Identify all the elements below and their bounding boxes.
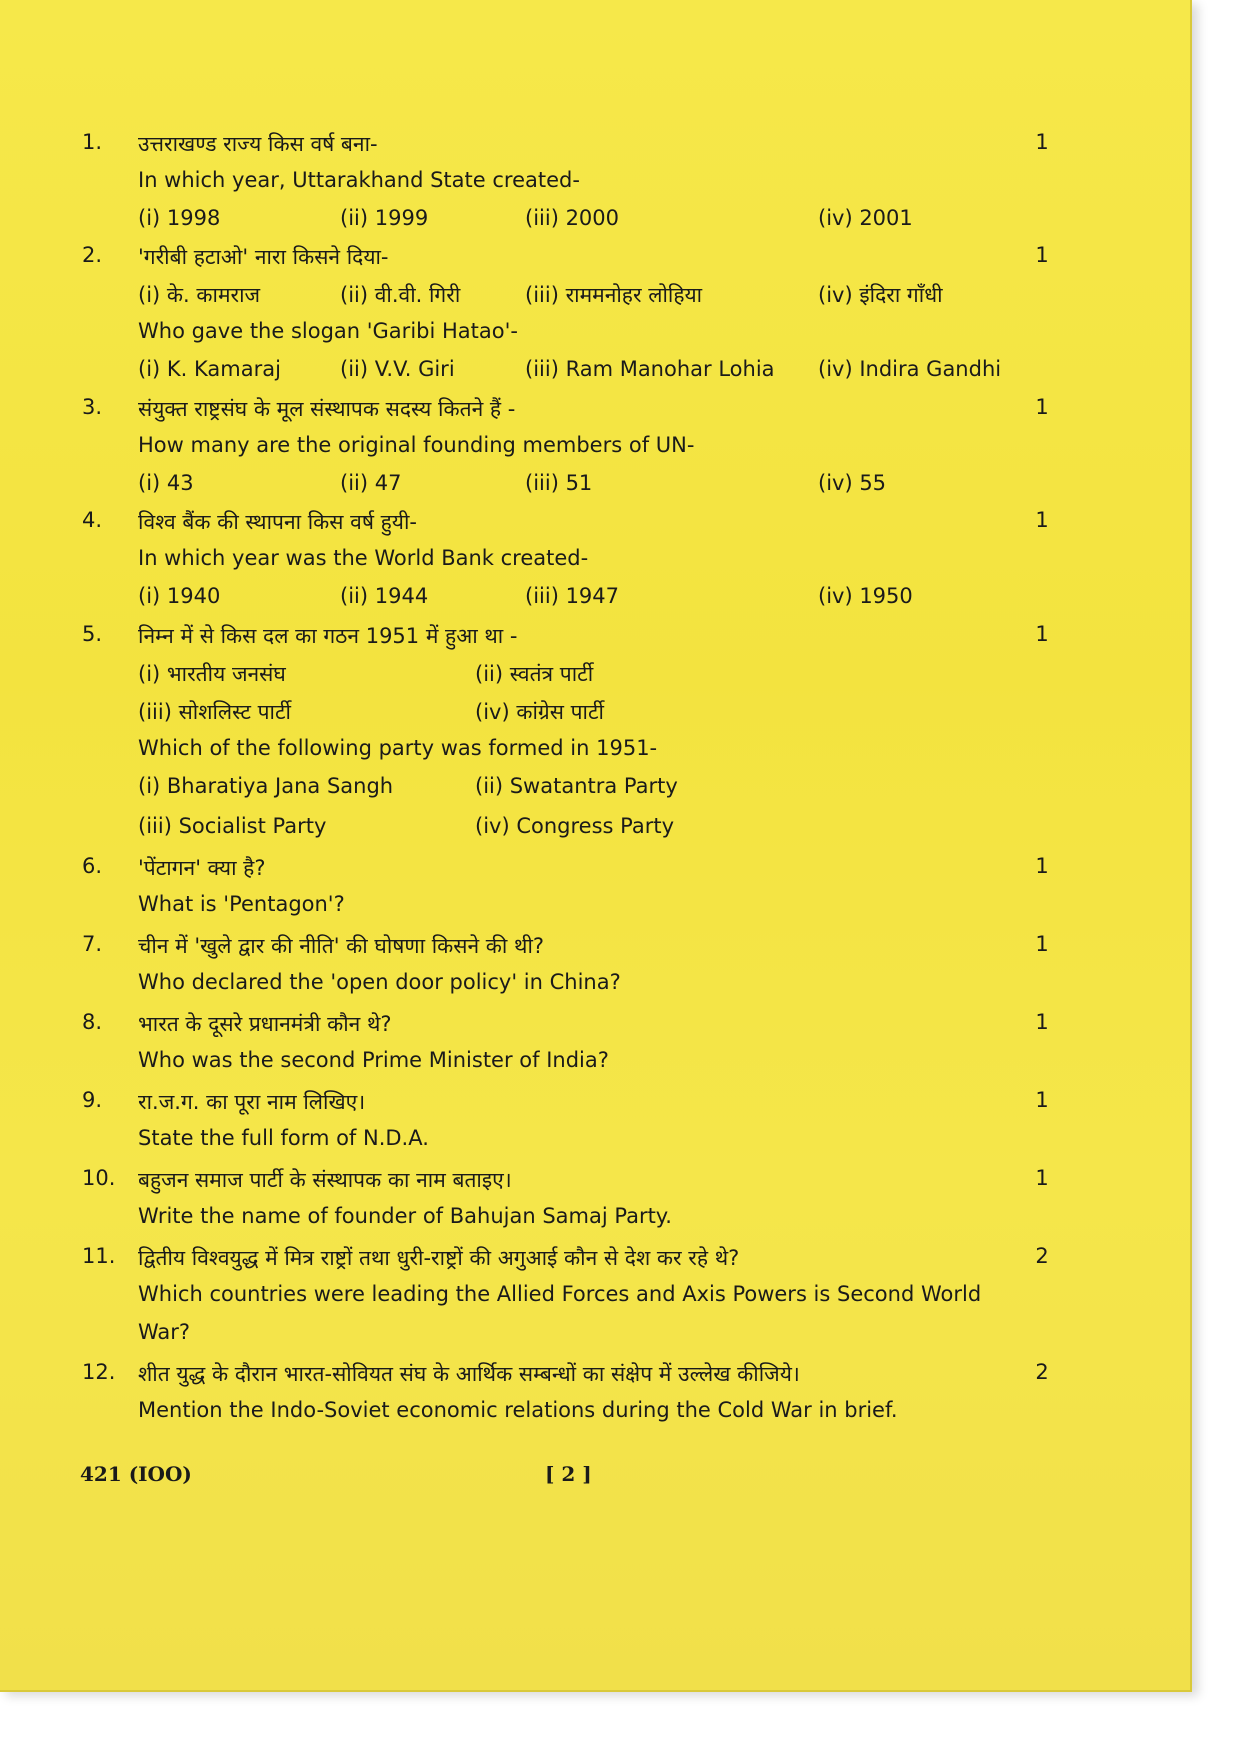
paper-code: 421 (IOO) [80,1462,192,1486]
question-number: 8. [82,1010,103,1034]
question-marks: 1 [1035,395,1049,419]
question-marks: 1 [1035,932,1049,956]
option-hi: (iv) कांग्रेस पार्टी [475,700,604,724]
option-en: (iii) Socialist Party [138,814,327,838]
question-number: 12. [82,1360,116,1384]
option-hi: (iii) राममनोहर लोहिया [525,283,703,307]
question-number: 5. [82,622,103,646]
option-en: (iii) 51 [525,471,593,495]
option-en: (ii) Swatantra Party [475,774,678,798]
question-marks: 1 [1035,622,1049,646]
question-marks: 1 [1035,1010,1049,1034]
question-marks: 1 [1035,243,1049,267]
option-hi: (i) के. कामराज [138,283,261,307]
option-hi: (ii) वी.वी. गिरी [340,283,461,307]
question-english: Write the name of founder of Bahujan Samaj Party. [138,1204,672,1228]
option-en: (iv) Indira Gandhi [818,357,1002,381]
question-number: 6. [82,854,103,878]
question-marks: 1 [1035,130,1049,154]
option-en: (ii) V.V. Giri [340,357,455,381]
option-en: (ii) 47 [340,471,402,495]
question-marks: 2 [1035,1244,1049,1268]
question-hindi: 'गरीबी हटाओ' नारा किसने दिया- [138,245,389,269]
option-en: (ii) 1944 [340,584,429,608]
option-en: (i) 1998 [138,206,221,230]
option-en: (iii) Ram Manohar Lohia [525,357,775,381]
question-hindi: विश्व बैंक की स्थापना किस वर्ष हुयी- [138,510,418,534]
question-english: State the full form of N.D.A. [138,1126,429,1150]
option-en: (i) Bharatiya Jana Sangh [138,774,394,798]
question-english: Mention the Indo-Soviet economic relations during the Cold War in brief. [138,1398,898,1422]
question-marks: 1 [1035,508,1049,532]
question-hindi: 'पेंटागन' क्या है? [138,856,266,880]
option-hi: (iii) सोशलिस्ट पार्टी [138,700,291,724]
option-en: (i) 1940 [138,584,221,608]
question-number: 9. [82,1088,103,1112]
question-hindi: द्वितीय विश्वयुद्ध में मित्र राष्ट्रों तथा धुरी-राष्ट्रों की अगुआई कौन से देश कर रहे थे? [138,1246,740,1270]
question-number: 7. [82,932,103,956]
question-hindi: भारत के दूसरे प्रधानमंत्री कौन थे? [138,1012,392,1036]
option-en: (iv) 1950 [818,584,913,608]
question-hindi: उत्तराखण्ड राज्य किस वर्ष बना- [138,132,378,156]
question-hindi: शीत युद्ध के दौरान भारत-सोवियत संघ के आर्थिक सम्बन्धों का संक्षेप में उल्लेख कीजिये। [138,1362,800,1386]
question-english: Which countries were leading the Allied Forces and Axis Powers is Second World [138,1282,982,1306]
question-marks: 1 [1035,1088,1049,1112]
question-number: 4. [82,508,103,532]
question-marks: 1 [1035,854,1049,878]
option-en: (iv) Congress Party [475,814,675,838]
option-en: (i) K. Kamaraj [138,357,281,381]
question-english: Who declared the 'open door policy' in China? [138,970,621,994]
option-en: (i) 43 [138,471,194,495]
page-number: [ 2 ] [545,1462,592,1486]
question-number: 11. [82,1244,116,1268]
question-hindi: चीन में 'खुले द्वार की नीति' की घोषणा किसने की थी? [138,934,545,958]
question-english: Who gave the slogan 'Garibi Hatao'- [138,319,518,343]
question-number: 3. [82,395,103,419]
question-english: Which of the following party was formed in 1951- [138,736,658,760]
option-hi: (iv) इंदिरा गाँधी [818,283,943,307]
question-hindi: रा.ज.ग. का पूरा नाम लिखिए। [138,1090,366,1114]
option-en: (iv) 55 [818,471,887,495]
question-english: Who was the second Prime Minister of India? [138,1048,609,1072]
question-english: How many are the original founding members of UN- [138,433,695,457]
question-number: 1. [82,130,103,154]
option-en: (ii) 1999 [340,206,429,230]
question-marks: 2 [1035,1360,1049,1384]
question-english: In which year was the World Bank created- [138,546,589,570]
question-number: 10. [82,1166,116,1190]
question-hindi: बहुजन समाज पार्टी के संस्थापक का नाम बताइए। [138,1168,512,1192]
question-marks: 1 [1035,1166,1049,1190]
question-number: 2. [82,243,103,267]
option-en: (iii) 1947 [525,584,620,608]
question-hindi: निम्न में से किस दल का गठन 1951 में हुआ था - [138,624,518,648]
question-english: In which year, Uttarakhand State created- [138,168,580,192]
option-en: (iv) 2001 [818,206,913,230]
option-hi: (ii) स्वतंत्र पार्टी [475,662,594,686]
option-en: (iii) 2000 [525,206,620,230]
option-hi: (i) भारतीय जनसंघ [138,662,286,686]
question-english-cont: War? [138,1320,191,1344]
question-hindi: संयुक्त राष्ट्रसंघ के मूल संस्थापक सदस्य कितने हैं - [138,397,516,421]
question-english: What is 'Pentagon'? [138,892,345,916]
